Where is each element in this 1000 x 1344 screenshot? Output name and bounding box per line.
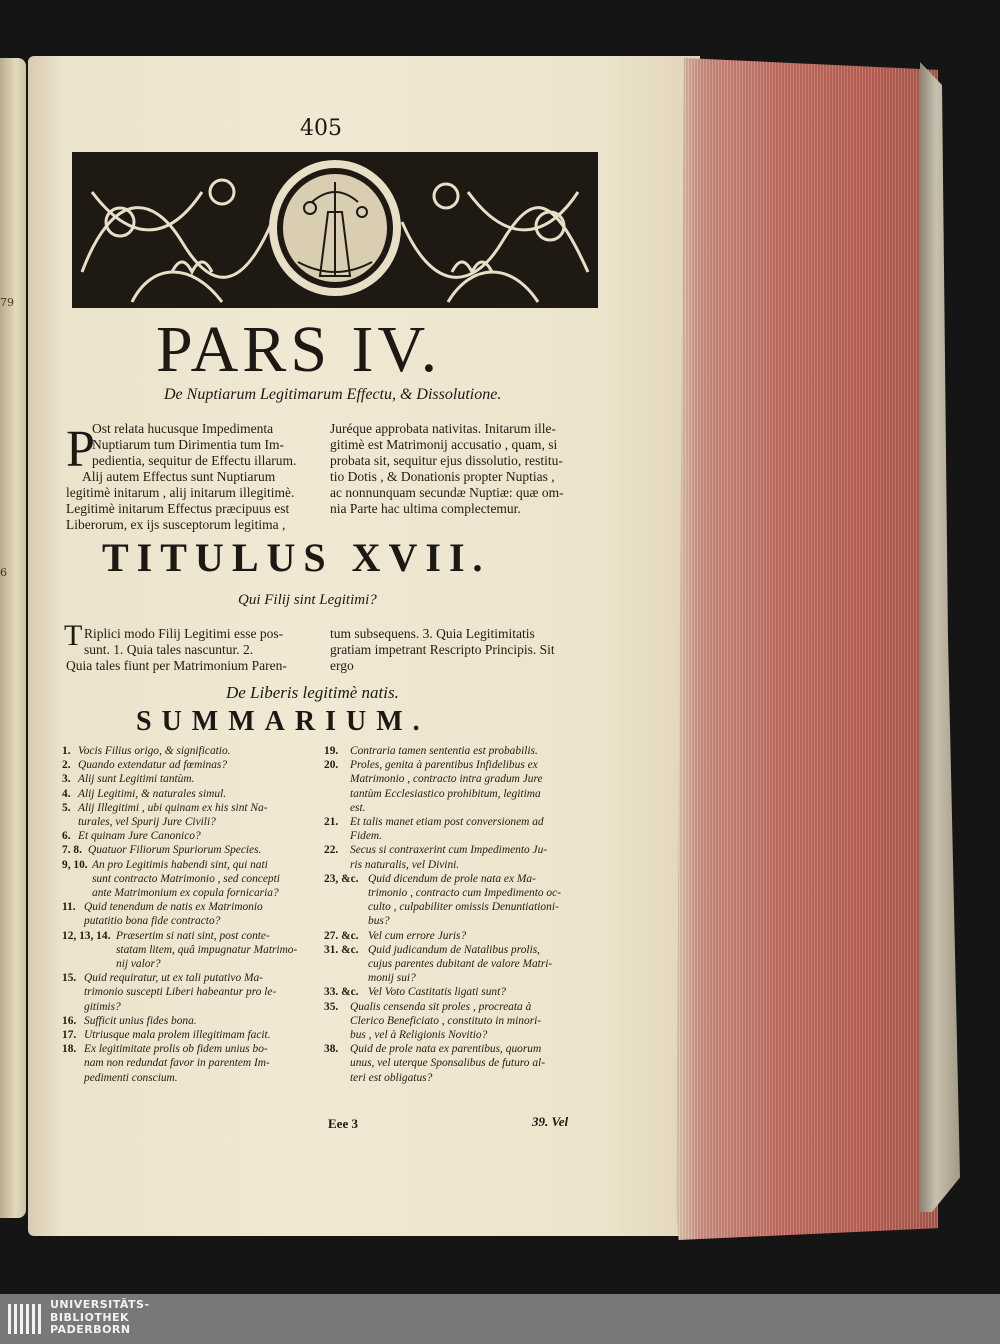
item-number: 1. [62,745,71,757]
summary-item [62,829,310,843]
red-page-edges [676,58,938,1240]
item-number: 20. [324,759,339,772]
item-text: Secus si contraxerint cum Impedimento Ju- ris naturalis, vel Divini. [350,844,548,871]
item-number: 6. [62,830,71,843]
text-line: Legitimè initarum Effectus præcipuus est [66,501,290,516]
summary-item [62,843,310,857]
item-text: Quando extendatur ad fœminas? [78,759,228,772]
titulus-left-column-continued [66,658,287,674]
item-number: 19. [324,745,339,757]
summary-item [62,787,310,801]
item-number: 17. [62,1029,77,1042]
text-line: probata sit, sequitur ejus dissolutio, restitu- [330,453,563,468]
item-text: Quid tenendum de natis ex Matrimonio putatitio bona fide contracto? [84,901,263,928]
summary-item [62,1042,310,1085]
summary-item [62,1014,310,1028]
item-text: Quatuor Filiorum Spuriorum Species. [88,844,262,857]
item-text: Alij sunt Legitimi tantùm. [78,773,195,786]
library-name-line: BIBLIOTHEK [50,1310,130,1324]
item-text: Et talis manet etiam post conversionem ad Fidem. [350,816,544,843]
summarium-left-list [62,744,310,1085]
summary-item [324,929,586,943]
text-line: tio Dotis , & Donationis propter Nuptias , [330,469,555,484]
titulus-right-column [330,626,555,674]
summarium-right-list [324,744,586,1085]
text-line: sunt. 1. Quia tales nascuntur. 2. [84,642,254,657]
titulus-dropcap: T [64,619,83,652]
section-heading: De Liberis legitimè natis. [226,683,399,702]
part-subtitle: De Nuptiarum Legitimarum Effectu, & Dissolutione. [164,386,502,403]
signature-mark: Eee 3 [328,1116,358,1131]
text-line: tum subsequens. 3. Quia Legitimitatis [330,626,535,641]
text-line: legitimè initarum , alij initarum illegitimè. [66,485,295,500]
item-text: Alij Legitimi, & naturales simul. [78,787,227,800]
item-text: Quid de prole nata ex parentibus, quorum unus, vel uterque Sponsalibus de futuro al- teri est obligatus? [350,1043,545,1084]
item-text: Proles, genita à parentibus Infidelibus ex Matrimonio , contracto intra gradum Jure tantùm Ecclesiastico prohibitum, legitima est. [350,759,543,814]
summary-item [62,929,310,972]
item-number: 11. [62,901,76,914]
summary-item [62,1028,310,1042]
item-text: Sufficit unius fides bona. [84,1014,197,1027]
item-number: 35. [324,1000,339,1013]
library-name-line: UNIVERSITÄTS- [50,1298,150,1311]
text-line: ac nonnunquam secundæ Nuptiæ: quæ om- [330,485,564,500]
text-line: Riplici modo Filij Legitimi esse pos- [84,626,284,641]
summarium-heading: SUMMARIUM. [136,706,430,737]
facing-left-page [0,58,26,1218]
left-page-mark: 6 [0,566,7,579]
summary-item [324,744,586,758]
item-number: 3. [62,773,71,786]
item-number: 18. [62,1043,77,1056]
library-name [50,1299,150,1337]
item-text: Quid judicandum de Natalibus prolis, cujus parentes dubitant de valore Matri- monij sui? [368,943,553,985]
left-page-mark: 79 [0,296,14,309]
item-text: Præsertim si nati sint, post conte- statam litem, quâ impugnatur Matrimo- nij valor? [116,929,298,971]
item-number: 9, 10. [62,858,88,871]
item-number: 2. [62,759,71,772]
book-cover-edge [920,62,960,1212]
item-number: 5. [62,801,71,814]
summary-item [62,801,310,829]
summary-item [324,943,586,986]
text-line: gitimè est Matrimonij accusatio , quam, si [330,437,558,452]
intro-left-column-continued [66,469,294,533]
page-number: 405 [300,116,342,141]
item-text: Et quinam Jure Canonico? [78,830,201,843]
catchword: 39. Vel [532,1114,569,1129]
text-line: ergo [330,658,354,673]
titulus-left-column [84,626,283,658]
summary-item [324,1042,586,1085]
text-line: Liberorum, ex ijs susceptorum legitima , [66,517,286,532]
item-number: 27. &c. [324,929,359,942]
part-title: PARS IV. [156,313,442,386]
titulus-question: Qui Filij sint Legitimi? [238,592,377,608]
text-line: pedientia, sequitur de Effectu illarum. [92,453,297,468]
text-line: gratiam impetrant Rescripto Principis. Sit [330,642,555,657]
item-number: 4. [62,787,71,800]
item-text: An pro Legitimis habendi sint, qui nati sunt contracto Matrimonio , sed concepti ante Matrimonium ex copula fornicaria? [92,858,280,900]
text-line: Alij autem Effectus sunt Nuptiarum [82,469,276,484]
item-number: 38. [324,1043,339,1056]
item-number: 22. [324,844,339,857]
summary-item [62,772,310,786]
item-number: 15. [62,972,77,985]
item-number: 21. [324,816,339,829]
summary-item [62,758,310,772]
summary-item [324,1000,586,1043]
library-logo-icon [6,1300,44,1338]
summary-item [324,758,586,815]
item-number: 33. &c. [324,986,359,999]
library-name-line: PADERBORN [50,1323,131,1336]
item-text: Contraria tamen sententia est probabilis. [350,745,538,757]
summary-item [324,843,586,871]
intro-left-column [92,421,296,469]
item-number: 12, 13, 14. [62,929,111,942]
item-text: Ex legitimitate prolis ob fidem unius bo- nam non redundat favor in parentem Im- pedimenti conscium. [84,1043,270,1084]
item-text: Alij Illegitimi , ubi quinam ex his sint Na- turales, vel Spurij Jure Civili? [78,801,268,829]
summary-item [62,744,310,758]
summary-item [62,858,310,901]
text-line: Nuptiarum tum Dirimentia tum Im- [92,437,284,452]
item-number: 7. 8. [62,844,82,857]
summary-item [62,971,310,1014]
woodcut-ornament [72,152,598,308]
summary-item [324,872,586,929]
summary-item [324,815,586,843]
item-number: 31. &c. [324,943,359,956]
titulus-heading: TITULUS XVII. [102,535,491,580]
summary-item [62,900,310,928]
library-footer-bar [0,1294,1000,1344]
item-text: Utriusque mala prolem illegitimam facit. [84,1029,271,1042]
intro-dropcap: P [66,421,95,478]
item-text: Quid dicendum de prole nata ex Ma- trimonio , contracto cum Impedimento oc- culto , culpabiliter omissis Denuntiationi- bus? [368,872,561,928]
item-text: Vel Voto Castitatis ligati sunt? [368,986,506,999]
item-number: 23, &c. [324,872,359,885]
summary-item [324,985,586,999]
text-line: nia Parte hac ultima complectemur. [330,501,521,516]
item-text: Vocis Filius origo, & significatio. [78,745,231,757]
item-text: Quid requiratur, ut ex tali putativo Ma- trimonio suscepti Liberi habeantur pro le- gitimis? [84,972,277,1013]
text-line: Juréque approbata nativitas. Initarum ille- [330,421,557,436]
item-text: Qualis censenda sit proles , procreata à Clerico Beneficiato , constituto in minori- bus , vel à Religionis Novitio? [350,1000,542,1042]
item-text: Vel cum errore Juris? [368,929,467,942]
intro-right-column [330,421,564,517]
text-line: Ost relata hucusque Impedimenta [92,421,274,436]
text-line: Quia tales fiunt per Matrimonium Paren- [66,658,287,673]
item-number: 16. [62,1014,77,1027]
